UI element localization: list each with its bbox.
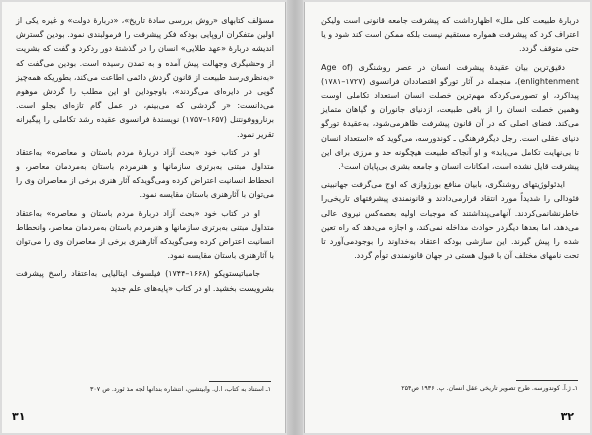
left-page-text [16,14,274,296]
paragraph: جامباتيستويكو (۱۶۶۸–۱۷۴۴) فيلسوف ايتاليايى به‌اعتقاد راسخ پيشرفت بشرويست بخشيد. او در كتاب «پايه‌هاى علم جديد [16,269,274,293]
left-page [2,2,286,433]
paragraph: او در كتاب خود «بحث آزاد دربارهٔ مردم باستان و معاصره» به‌اعتقاد متداول مبتنى به‌برترى سازمانها و هنرمردم باستان به‌مردمان معاصر، و انحطاط انسانيت اعتراض كرده ومى‌گويدكه آثار هنرى برخى از معاصران وى را مى‌توان با آثارهنرى باستان مقايسه نمود. [16,147,274,200]
footnote-divider [516,380,578,381]
paragraph: مسؤلف كتابهاى «روش بررسى سادهٔ تاريخ»، «دربارهٔ دولت» و غيره يكى از اولين متفكران اروپايى بودكه فكر پيشرفت را فرمولبندى نمود. بودين گسترش انديشه دربارهٔ «عهد طلايى» انسان را در گذشتهٔ دور ردكرد و گفت كه بشريت از وحشيگرى وجهالت پيش آمده و به تمدن رسيده است. بودين مى‌گفت كه «به‌نظرى‌رسد طبيعت از قانون گردش دائمى اطاعت مى‌كند، بطوريكه همه‌چيز گويى در دايره‌اى مى‌گردند»، باوجوداين او اين مطلب را گردش موهوم مى‌دانست: «ر گردشى كه مى‌بينم، در عمل گام تازه‌اى بجلو است. برنارووفونتنل (۱۶۵۷–۱۷۵۷) نويسندهٔ فرانسوى عقيده رشد تكاملى را پيگيرانه تقرير نمود. [16,16,274,139]
page-number: ۳۱ [12,410,26,423]
right-page [304,2,590,433]
right-page-text [321,14,579,263]
book-gutter [287,0,303,435]
footnote-divider [209,381,271,382]
footnote: ۱ـ ژ.آ. كوندورسه. طرح تصوير تاريخى عقل انسان. پ. ۱۹۳۶ ص۲۵۴ [401,385,578,392]
paragraph: دقيق‌ترين بيان عقيدهٔ پيشرفت انسان در عصر روشنگرى (Age of enlightenment)، منجمله در آثار تورگو اقتصاددان فرانسوى (۱۷۲۷–۱۷۸۱) پيداكرد، او تصورمى‌كردكه مهم‌ترين خصلت انسان استعداد تكاملى اوست وهمين خصلت انسان را از باقى طبيعت، ازدنياى جانوران و گياهان متمايز مى‌كند. فضاى اصلى كه در آن قانون پيشرفت ظاهرمى‌شود، به‌عقيدهٔ تورگو دنياى عقلى است. رجل ديگرفرهنگى ـ كوندورسه، مى‌گويد كه «استعداد انسان تا بى‌نهايت تكامل مى‌يابد» و او آنجاكه طبيعت هيچگونه حد و مرزى براى اين پيشرفت قايل نشده است، امكانات انسان و جامعه بشرى بى‌پايان است¹. [321,62,579,172]
paragraph: ايدئولوژيتهاى روشنگرى، بابيان منافع بورژوازى كه اوج مى‌گرفت جهانبينى فئودالى را شديداً مورد انتقاد قرارمى‌دادند و قانونمندى پيشرفتهاى تاريخى‌را خاطرنشانمى‌كردند. آنهامى‌پنداشتند كه موجبات اوليه بعصه‌كس نيروى عالى مى‌دهد، اما بعدها ديگردر حوادث مداخله نمى‌كند، و اجازه مى‌دهد كه راه تعين شده را پيش گيرند. اين سازشى بودكه اعتقاد به‌خداوند را بوجودمى‌آورد تا تحت نامهاى مختلف آن با قبول هستى در جهان قانونمندى توأم گردد. [321,180,579,261]
paragraph: او در كتاب خود «بحث آزاد دربارهٔ مردم باستان و معاصره» به‌اعتقاد متداول مبتنى به‌برترى سازمانها و هنرمردم باستان به‌مردمان معاصر، وانحطاط انسانيت اعتراض كرده ومى‌گويدكه آثارهنرى برخى از معاصران وى را مى‌توان با آثارهنرى باستان مقايسه نمود. [16,208,274,261]
paragraph: دربارهٔ طبيعت كلى ملل» اظهارداشت كه پيشرفت جامعه قانونى است وليكن اعتراف كرد كه پيشرفت همواره مستقيم نيست بلكه ممكن است كند شود و يا حتى متوقف گردد. [321,16,579,54]
footnote: ۱ـ استناد به كتاب، ا.ل. وابيتشين، انتشاره بندانها لجه مذ ئورد. ص ۳۰۷ [90,386,271,393]
page-number: ۳۲ [560,410,574,423]
